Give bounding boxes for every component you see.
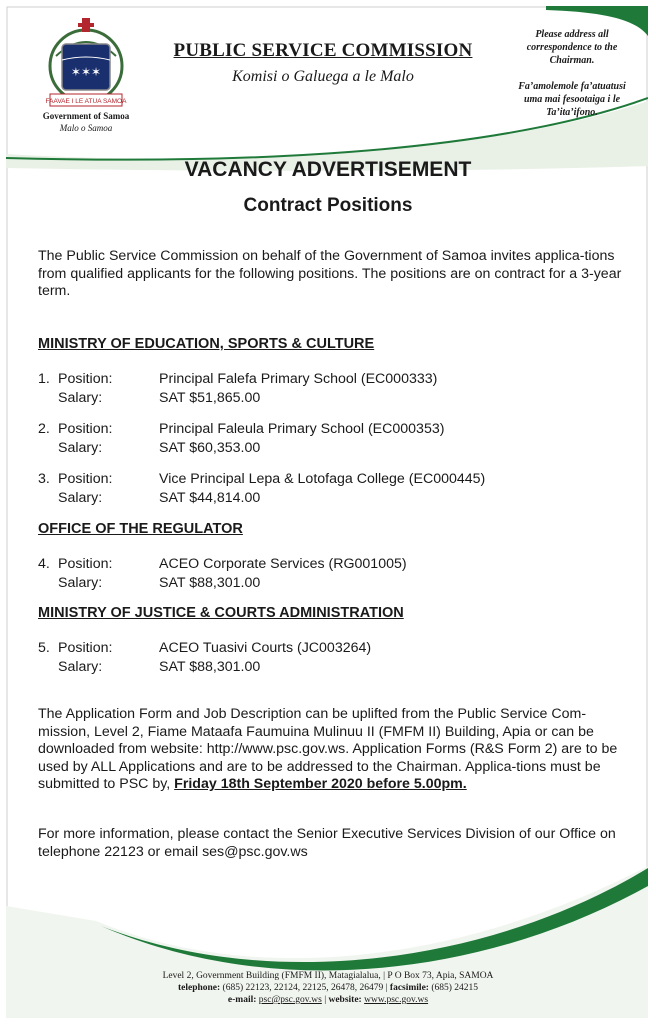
address-note (513, 28, 631, 132)
application-text: The Application Form and Job Description can be uplifted from the Public Service Com-mission, Level 2, Fiame Mataafa Faumuina Mulinuu II (FMFM II) Building, Apia or can be downloaded from website: http://www.psc.gov.ws. Application Forms (R&S Form 2) are to be used by ALL Applications and are to be addressed to the Chairman. Applica-tions must be submitted to PSC by, (38, 706, 618, 792)
item-number: 4. (38, 556, 50, 572)
email-link[interactable]: psc@psc.gov.ws (258, 995, 322, 1005)
item-number: 5. (38, 640, 50, 656)
section-heading-regulator: OFFICE OF THE REGULATOR (38, 521, 243, 537)
commission-name-samoan: Komisi o Galuega a le Malo (232, 68, 414, 85)
position-label: Position: (58, 471, 113, 487)
svg-text:✶✶✶: ✶✶✶ (70, 65, 102, 79)
salary-value: SAT $51,865.00 (159, 390, 261, 406)
position-title: Principal Faleula Primary School (EC000353) (159, 421, 445, 437)
section-heading-education: MINISTRY OF EDUCATION, SPORTS & CULTURE (38, 336, 375, 352)
footer-contacts: e-mail: psc@psc.gov.ws | website: www.psc.gov.ws (227, 995, 429, 1005)
position-label: Position: (58, 556, 113, 572)
salary-value: SAT $60,353.00 (159, 440, 261, 456)
position-title: ACEO Corporate Services (RG001005) (159, 556, 407, 572)
salary-value: SAT $44,814.00 (159, 490, 261, 506)
section-heading-justice: MINISTRY OF JUSTICE & COURTS ADMINISTRATION (38, 605, 404, 621)
samoa-crest-icon (42, 16, 130, 112)
salary-label: Salary: (58, 490, 103, 506)
item-number: 2. (38, 421, 50, 437)
government-label (36, 110, 136, 134)
vacancy-item-4 (38, 555, 623, 593)
address-note-english: Please address all correspondence to the Chairman. (526, 29, 618, 66)
position-label: Position: (58, 421, 113, 437)
address-note-samoan: Fa’amolemole fa’atuatusi uma mai fesootaiga i le Ta’ita’ifono. (518, 81, 626, 118)
telephone-value: (685) 22123, 22124, 22125, 26478, 26479 (222, 983, 384, 993)
page-title: VACANCY ADVERTISEMENT (184, 158, 472, 181)
salary-label: Salary: (58, 440, 103, 456)
commission-name: PUBLIC SERVICE COMMISSION (173, 40, 473, 61)
salary-label: Salary: (58, 390, 103, 406)
item-number: 1. (38, 371, 50, 387)
vacancy-item-5 (38, 639, 623, 677)
government-name-samoan: Malo o Samoa (59, 123, 113, 133)
facsimile-label: facsimile: (389, 983, 429, 993)
vacancy-item-2 (38, 420, 623, 458)
position-label: Position: (58, 640, 113, 656)
intro-paragraph: The Public Service Commission on behalf of the Government of Samoa invites applica-tions from qualified applicants for the following positions. The positions are on contract for a 3-year term. (38, 248, 622, 299)
application-paragraph (38, 706, 623, 794)
salary-label: Salary: (58, 659, 103, 675)
salary-value: SAT $88,301.00 (159, 659, 261, 675)
website-label: website: (328, 995, 362, 1005)
government-name: Government of Samoa (42, 111, 130, 121)
website-link[interactable]: www.psc.gov.ws (364, 995, 429, 1005)
page-footer (0, 970, 656, 1006)
position-label: Position: (58, 371, 113, 387)
vacancy-item-3 (38, 470, 623, 508)
salary-value: SAT $88,301.00 (159, 575, 261, 591)
position-title: Principal Falefa Primary School (EC000333) (159, 371, 438, 387)
vacancy-item-1 (38, 370, 623, 408)
salary-label: Salary: (58, 575, 103, 591)
crest-motto: FAAVAE I LE ATUA SAMOA (45, 98, 127, 105)
application-deadline: Friday 18th September 2020 before 5.00pm. (174, 776, 467, 792)
footer-address: Level 2, Government Building (FMFM II), Matagialalua, | P O Box 73, Apia, SAMOA (162, 971, 494, 981)
item-number: 3. (38, 471, 50, 487)
contact-paragraph: For more information, please contact the Senior Executive Services Division of our Office on telephone 22123 or email ses@psc.gov.ws (38, 826, 616, 860)
position-title: ACEO Tuasivi Courts (JC003264) (159, 640, 372, 656)
telephone-label: telephone: (177, 983, 221, 993)
facsimile-value: (685) 24215 (431, 983, 479, 993)
page-subtitle: Contract Positions (243, 195, 413, 216)
email-label: e-mail: (227, 995, 257, 1005)
position-title: Vice Principal Lepa & Lotofaga College (EC000445) (159, 471, 486, 487)
footer-phones: telephone: (685) 22123, 22124, 22125, 26478, 26479 | facsimile: (685) 24215 (177, 983, 479, 993)
commission-heading (170, 40, 476, 86)
